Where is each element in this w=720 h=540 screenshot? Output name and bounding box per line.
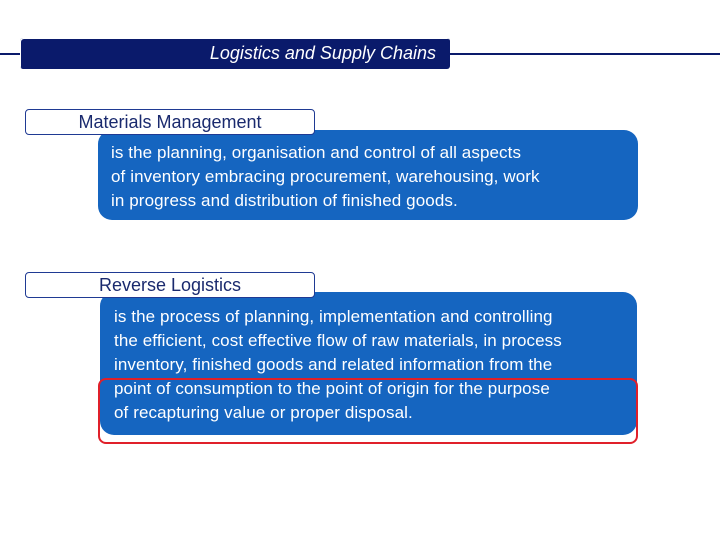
reverse-logistics-definition: is the process of planning, implementation and controlling the efficient, cost effective flow of raw materials, in process inventory, finished goods and related information from the point of consumption to the point of origin for the purpose of recapturing value or proper disposal. bbox=[114, 307, 562, 422]
materials-management-definition: is the planning, organisation and control of all aspects of inventory embracing procurement, warehousing, work in progress and distribution of finished goods. bbox=[111, 143, 540, 210]
page-title: Logistics and Supply Chains bbox=[209, 43, 436, 63]
reverse-logistics-label-tab bbox=[25, 272, 315, 298]
materials-management-definition-box bbox=[98, 130, 638, 220]
materials-management-label-tab bbox=[25, 109, 315, 135]
header-banner bbox=[20, 38, 450, 69]
reverse-logistics-label: Reverse Logistics bbox=[98, 275, 242, 295]
reverse-logistics-definition-box bbox=[100, 292, 637, 435]
materials-management-label: Materials Management bbox=[78, 112, 262, 132]
